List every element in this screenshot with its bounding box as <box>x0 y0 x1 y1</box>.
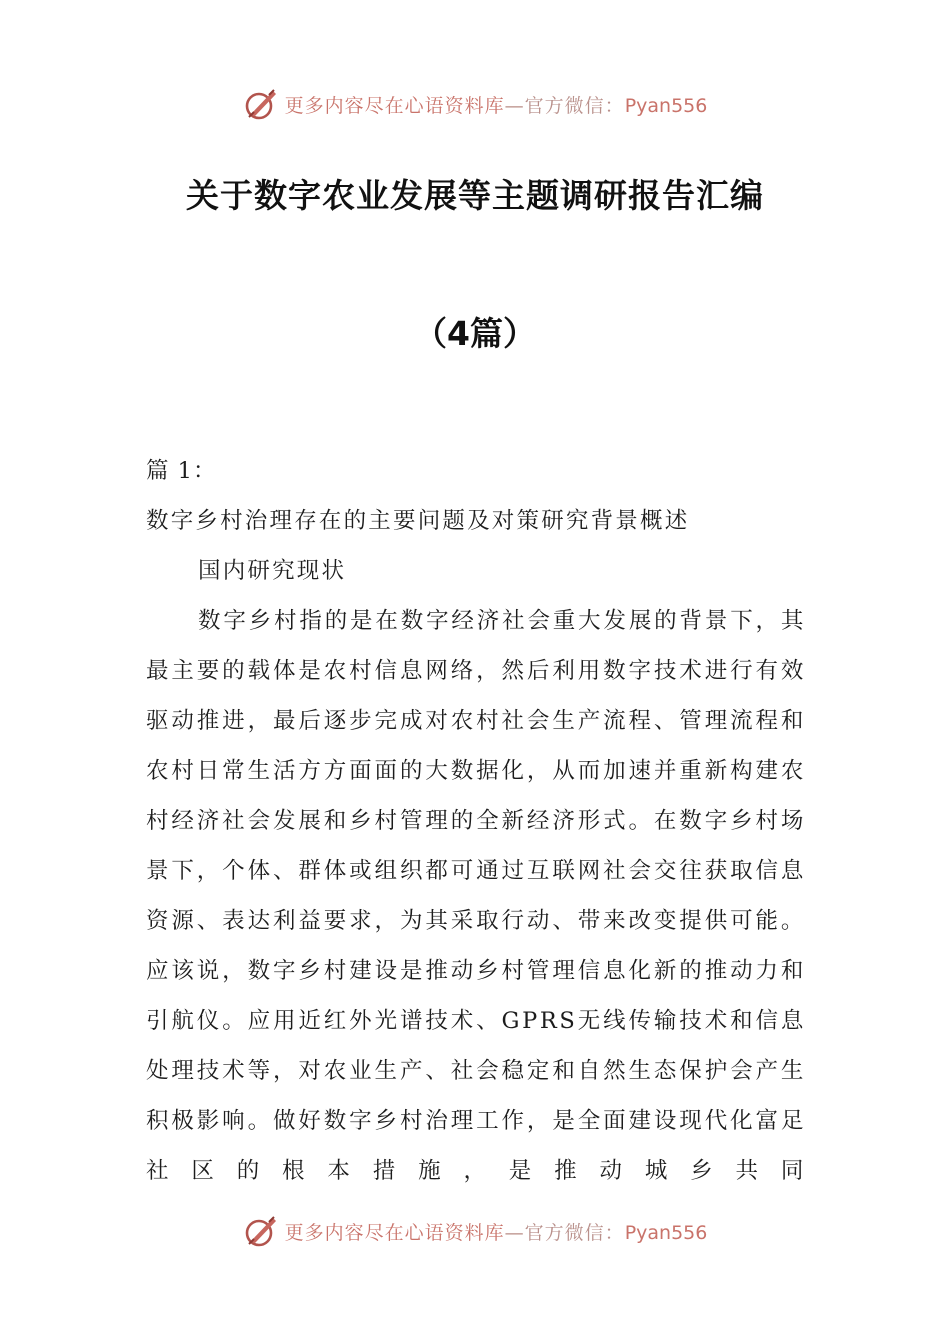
quill-pen-logo-icon <box>243 1213 279 1249</box>
banner-wechat-label: 官方微信： <box>524 94 625 117</box>
quill-pen-logo-icon <box>243 86 279 122</box>
section-label: 篇 1： <box>146 458 217 484</box>
banner-wechat-label: 官方微信： <box>524 1221 625 1244</box>
banner-text <box>285 1218 708 1245</box>
subheading: 国内研究现状 <box>198 558 347 584</box>
footer-watermark-banner <box>0 1211 950 1251</box>
banner-slogan: 更多内容尽在心语资料库 <box>284 1221 505 1244</box>
document-body <box>146 446 806 1196</box>
banner-slogan: 更多内容尽在心语资料库 <box>284 94 505 117</box>
body-paragraph: 数字乡村指的是在数字经济社会重大发展的背景下，其最主要的载体是农村信息网络，然后利用数字技术进行有效驱动推进，最后逐步完成对农村社会生产流程、管理流程和农村日常生活方方面面的大数据化，从而加速并重新构建农村经济社会发展和乡村管理的全新经济形式。在数字乡村场景下，个体、群体或组织都可通过互联网社会交往获取信息资源、表达利益要求，为其采取行动、带来改变提供可能。应该说，数字乡村建设是推动乡村管理信息化新的推动力和引航仪。应用近红外光谱技术、GPRS无线传输技术和信息处理技术等，对农业生产、社会稳定和自然生态保护会产生积极影响。做好数字乡村治理工作，是全面建设现代化富足社区的根本措施，是推动城乡共同 <box>146 608 806 1184</box>
banner-text <box>285 91 708 118</box>
header-watermark-banner <box>0 84 950 124</box>
document-subtitle: （4篇） <box>414 314 536 353</box>
document-title: 关于数字农业发展等主题调研报告汇编 <box>186 176 764 215</box>
banner-wechat-id: Pyan556 <box>624 1221 708 1244</box>
banner-dash: — <box>504 1221 525 1244</box>
section-heading: 数字乡村治理存在的主要问题及对策研究背景概述 <box>146 508 690 534</box>
banner-dash: — <box>504 94 525 117</box>
banner-wechat-id: Pyan556 <box>624 94 708 117</box>
